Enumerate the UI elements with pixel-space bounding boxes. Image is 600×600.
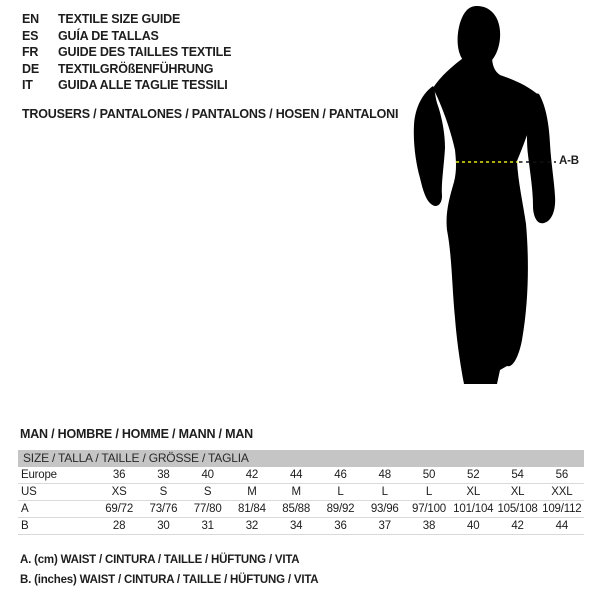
row-label: A xyxy=(18,501,97,518)
table-cell: XL xyxy=(451,484,495,501)
table-cell: 36 xyxy=(97,467,141,484)
language-row xyxy=(22,61,231,78)
measurement-notes xyxy=(20,551,318,590)
language-code: EN xyxy=(22,12,39,26)
language-row xyxy=(22,11,231,28)
table-cell: 34 xyxy=(274,518,318,535)
language-label: GUIDA ALLE TAGLIE TESSILI xyxy=(58,78,228,92)
table-cell: M xyxy=(274,484,318,501)
table-cell: 30 xyxy=(141,518,185,535)
table-cell: M xyxy=(230,484,274,501)
table-cell: 36 xyxy=(318,518,362,535)
row-label: B xyxy=(18,518,97,535)
table-cell: XL xyxy=(495,484,539,501)
row-label: Europe xyxy=(18,467,97,484)
language-row xyxy=(22,77,231,94)
table-cell: 69/72 xyxy=(97,501,141,518)
table-cell: 77/80 xyxy=(186,501,230,518)
language-code: FR xyxy=(22,45,39,59)
size-table xyxy=(18,450,584,535)
table-cell: 32 xyxy=(230,518,274,535)
table-row-us xyxy=(18,484,584,501)
row-label: US xyxy=(18,484,97,501)
table-cell: 48 xyxy=(363,467,407,484)
table-cell: 40 xyxy=(186,467,230,484)
table-cell: S xyxy=(186,484,230,501)
table-cell: L xyxy=(318,484,362,501)
language-row xyxy=(22,28,231,45)
table-cell: 81/84 xyxy=(230,501,274,518)
table-cell: 37 xyxy=(363,518,407,535)
language-code: ES xyxy=(22,28,39,43)
table-cell: XS xyxy=(97,484,141,501)
size-table-grid xyxy=(18,467,584,535)
note-a-cm: A. (cm) WAIST / CINTURA / TAILLE / HÜFTUNG / VITA xyxy=(20,554,300,566)
table-cell: 89/92 xyxy=(318,501,362,518)
size-table-header: SIZE / TALLA / TAILLE / GRÖSSE / TAGLIA xyxy=(18,450,584,467)
language-code: DE xyxy=(22,61,39,76)
language-label: TEXTILGRÖßENFÜHRUNG xyxy=(58,61,214,76)
table-row-b-inches xyxy=(18,518,584,535)
waist-measure-label: A-B xyxy=(559,155,579,167)
man-silhouette xyxy=(400,0,600,400)
table-cell: 56 xyxy=(540,467,584,484)
table-cell: 85/88 xyxy=(274,501,318,518)
table-cell: 28 xyxy=(97,518,141,535)
language-row xyxy=(22,44,231,61)
table-cell: 109/112 xyxy=(540,501,584,518)
table-cell: L xyxy=(363,484,407,501)
table-cell: 42 xyxy=(230,467,274,484)
table-cell: 44 xyxy=(274,467,318,484)
table-row-europe xyxy=(18,467,584,484)
language-list xyxy=(22,11,231,94)
table-cell: 105/108 xyxy=(495,501,539,518)
man-silhouette-figure xyxy=(400,0,600,400)
table-cell: 31 xyxy=(186,518,230,535)
table-row-a-cm xyxy=(18,501,584,518)
language-code: IT xyxy=(22,78,33,92)
language-label: GUÍA DE TALLAS xyxy=(58,28,159,43)
table-cell: 101/104 xyxy=(451,501,495,518)
table-cell: 93/96 xyxy=(363,501,407,518)
table-cell: 50 xyxy=(407,467,451,484)
table-cell: XXL xyxy=(540,484,584,501)
table-cell: 97/100 xyxy=(407,501,451,518)
product-heading: TROUSERS / PANTALONES / PANTALONS / HOSEN / PANTALONI xyxy=(22,107,399,121)
table-cell: 40 xyxy=(451,518,495,535)
section-heading-man: MAN / HOMBRE / HOMME / MANN / MAN xyxy=(20,427,253,441)
table-cell: 42 xyxy=(495,518,539,535)
table-cell: S xyxy=(141,484,185,501)
table-cell: 73/76 xyxy=(141,501,185,518)
table-cell: 46 xyxy=(318,467,362,484)
table-cell: L xyxy=(407,484,451,501)
table-cell: 54 xyxy=(495,467,539,484)
language-label: TEXTILE SIZE GUIDE xyxy=(58,12,181,26)
table-cell: 38 xyxy=(141,467,185,484)
table-cell: 38 xyxy=(407,518,451,535)
note-b-inches: B. (inches) WAIST / CINTURA / TAILLE / HÜFTUNG / VITA xyxy=(20,573,319,586)
language-label: GUIDE DES TAILLES TEXTILE xyxy=(58,45,232,59)
table-cell: 52 xyxy=(451,467,495,484)
table-cell: 44 xyxy=(540,518,584,535)
